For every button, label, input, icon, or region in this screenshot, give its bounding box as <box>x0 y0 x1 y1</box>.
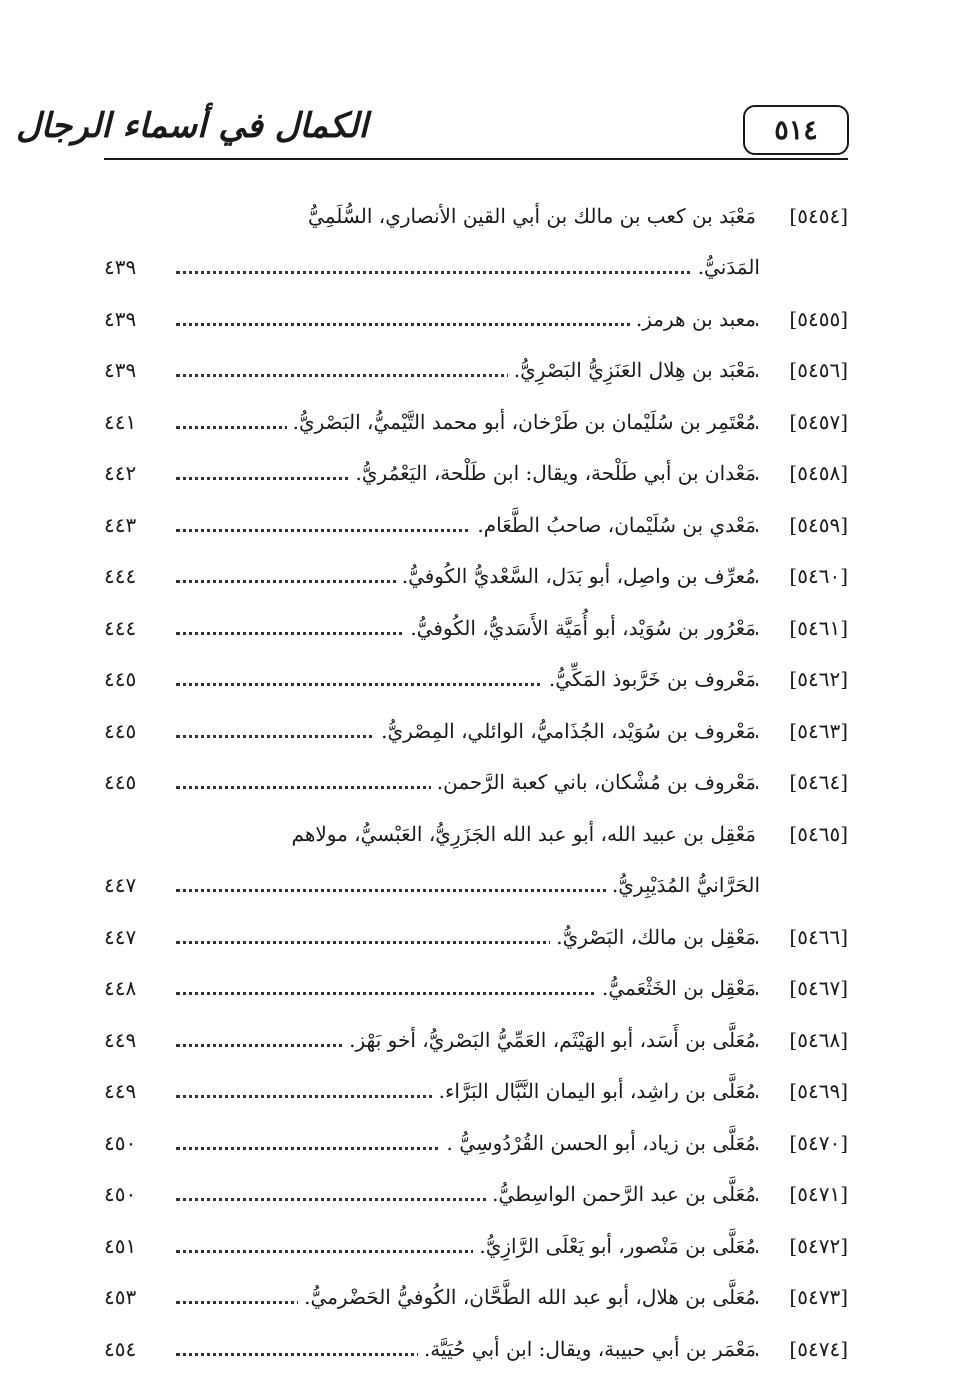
entry-number: [٥٤٦٠] <box>789 564 848 589</box>
toc-entry-5461 <box>104 602 848 654</box>
entry-number: [٥٤٥٧] <box>789 409 848 434</box>
toc-entry-5465-cont <box>104 860 848 912</box>
entry-number: [٥٤٧٣] <box>789 1285 848 1310</box>
entry-title: مَعْمَر بن أبي حبيبة، ويقال: ابن أبي حُيَيَّة. <box>418 1337 756 1361</box>
entry-page: ٤٤٣ <box>104 512 137 537</box>
toc-entry-5468 <box>104 1014 848 1066</box>
page-number: ٥١٤ <box>743 105 849 155</box>
entry-page: ٤٥٠ <box>104 1182 137 1207</box>
entry-title: مُعَلَّى بن زياد، أبو الحسن القُرْدُوسِيُّ . <box>440 1131 756 1155</box>
entry-title: الحَرَّانيُّ المُدَيْبِريُّ. <box>606 873 760 897</box>
entry-title: مُعْتَمِر بن سُلَيْمان بن طَرْخان، أبو محمد التَّيْميُّ، البَصْريُّ. <box>287 410 756 434</box>
entry-page: ٤٣٩ <box>104 358 137 383</box>
entry-title: مَعْقِل بن الخَثْعَميُّ. <box>596 976 756 1000</box>
entry-page: ٤٥٣ <box>104 1285 137 1310</box>
dot-leader <box>176 271 758 274</box>
toc-entry-5460 <box>104 551 848 603</box>
page-header <box>0 0 955 160</box>
entry-title: مُعَلَّى بن أَسَد، أبو الهَيْثَم، العَمِّيُّ البَصْريُّ، أخو بَهْز. <box>343 1028 756 1052</box>
entry-number: [٥٤٦٤] <box>789 770 848 795</box>
entry-page: ٤٣٩ <box>104 306 137 331</box>
toc-entry-5462 <box>104 654 848 706</box>
entry-number: [٥٤٦٩] <box>789 1079 848 1104</box>
entry-title: معبد بن هرمز. <box>630 307 756 331</box>
entry-page: ٤٥٤ <box>104 1336 137 1361</box>
entry-page: ٤٤٧ <box>104 924 137 949</box>
entry-title: مَعْقِل بن مالك، البَصْريُّ. <box>550 925 756 949</box>
toc-entry-5457 <box>104 396 848 448</box>
entry-number: [٥٤٦٦] <box>789 924 848 949</box>
entry-page: ٤٥٠ <box>104 1130 137 1155</box>
header-rule <box>104 158 848 160</box>
entry-title: مَعْبَد بن هِلال العَنَزِيُّ البَصْرِيُّ. <box>508 358 756 382</box>
entry-title: المَدَنيُّ. <box>692 255 760 279</box>
entry-title: مَعْدان بن أبي طَلْحة، ويقال: ابن طَلْحة، اليَعْمُريُّ. <box>350 461 756 485</box>
entry-title: مَعْرُور بن سُوَيْد، أبو أُمَيَّة الأَسَديُّ، الكُوفيُّ. <box>404 616 756 640</box>
toc-entry-5463 <box>104 705 848 757</box>
toc-entry-5459 <box>104 499 848 551</box>
entry-number: [٥٤٦٢] <box>789 667 848 692</box>
entry-page: ٤٤٩ <box>104 1079 137 1104</box>
entry-number: [٥٤٧٤] <box>789 1336 848 1361</box>
entry-page: ٤٤٥ <box>104 718 137 743</box>
entry-title: مُعَلَّى بن عبد الرَّحمن الواسِطيُّ. <box>486 1182 756 1206</box>
entry-page: ٤٤٤ <box>104 615 137 640</box>
toc-entry-5456 <box>104 345 848 397</box>
entry-number: [٥٤٧١] <box>789 1182 848 1207</box>
entry-page: ٤٤١ <box>104 409 137 434</box>
entry-number: [٥٤٥٥] <box>789 306 848 331</box>
entry-title: مُعرِّف بن واصِل، أبو بَدَل، السَّعْديُّ الكُوفيُّ. <box>396 564 756 588</box>
entry-title: مَعْروف بن مُشْكان، باني كعبة الرَّحمن. <box>431 770 756 794</box>
entry-title: مَعْروف بن خَرَّبوذ المَكِّيُّ. <box>543 667 756 691</box>
toc-entry-5458 <box>104 448 848 500</box>
entry-title: مَعْقِل بن عبيد الله، أبو عبد الله الجَزَرِيُّ، العَبْسيُّ، مولاهم <box>286 822 756 846</box>
entry-number: [٥٤٧٢] <box>789 1233 848 1258</box>
toc-entry-5455 <box>104 293 848 345</box>
entry-title: مُعَلَّى بن راشِد، أبو اليمان النَّبَّال البَرَّاء. <box>433 1079 756 1103</box>
entry-number: [٥٤٥٩] <box>789 512 848 537</box>
entry-page: ٤٤٩ <box>104 1027 137 1052</box>
entry-title: مَعْبَد بن كعب بن مالك بن أبي القين الأنصاري، السُّلَمِيُّ <box>302 204 756 228</box>
entry-page: ٤٤٢ <box>104 461 137 486</box>
entry-page: ٤٤٥ <box>104 770 137 795</box>
entry-title: مَعْدي بن سُلَيْمان، صاحبُ الطَّعَام. <box>471 513 756 537</box>
toc-entry-5466 <box>104 911 848 963</box>
toc-entry-5473 <box>104 1272 848 1324</box>
entry-title: مُعَلَّى بن مَنْصور، أبو يَعْلَى الرَّازِيُّ. <box>473 1234 756 1258</box>
toc-entry-5474 <box>104 1323 848 1375</box>
entry-number: [٥٤٥٤] <box>789 203 848 228</box>
entry-number: [٥٤٧٠] <box>789 1130 848 1155</box>
entry-page: ٤٤٥ <box>104 667 137 692</box>
entry-page: ٤٤٧ <box>104 873 137 898</box>
toc-entry-5454 <box>104 190 848 242</box>
entry-number: [٥٤٦٣] <box>789 718 848 743</box>
toc-entry-5465 <box>104 808 848 860</box>
toc-entry-5467 <box>104 963 848 1015</box>
toc-entry-5472 <box>104 1220 848 1272</box>
entry-number: [٥٤٦٥] <box>789 821 848 846</box>
toc-entry-5469 <box>104 1066 848 1118</box>
entry-number: [٥٤٦٨] <box>789 1027 848 1052</box>
book-title: الكمال في أسماء الرجال <box>16 106 368 146</box>
entry-page: ٤٤٨ <box>104 976 137 1001</box>
toc-entry-5470 <box>104 1117 848 1169</box>
entry-number: [٥٤٦٧] <box>789 976 848 1001</box>
entry-page: ٤٤٤ <box>104 564 137 589</box>
entry-number: [٥٤٥٨] <box>789 461 848 486</box>
entry-page: ٤٥١ <box>104 1233 137 1258</box>
toc-entry-5471 <box>104 1169 848 1221</box>
toc-entry-5464 <box>104 757 848 809</box>
entry-number: [٥٤٦١] <box>789 615 848 640</box>
entry-title: مُعَلَّى بن هلال، أبو عبد الله الطَّحَّان، الكُوفيُّ الحَضْرميُّ. <box>298 1285 756 1309</box>
entry-number: [٥٤٥٦] <box>789 358 848 383</box>
toc-entry-5454-cont <box>104 242 848 294</box>
table-of-contents <box>104 190 848 1375</box>
entry-title: مَعْروف بن سُوَيْد، الجُذَاميُّ، الوائلي، المِصْريُّ. <box>375 719 756 743</box>
entry-page: ٤٣٩ <box>104 255 137 280</box>
